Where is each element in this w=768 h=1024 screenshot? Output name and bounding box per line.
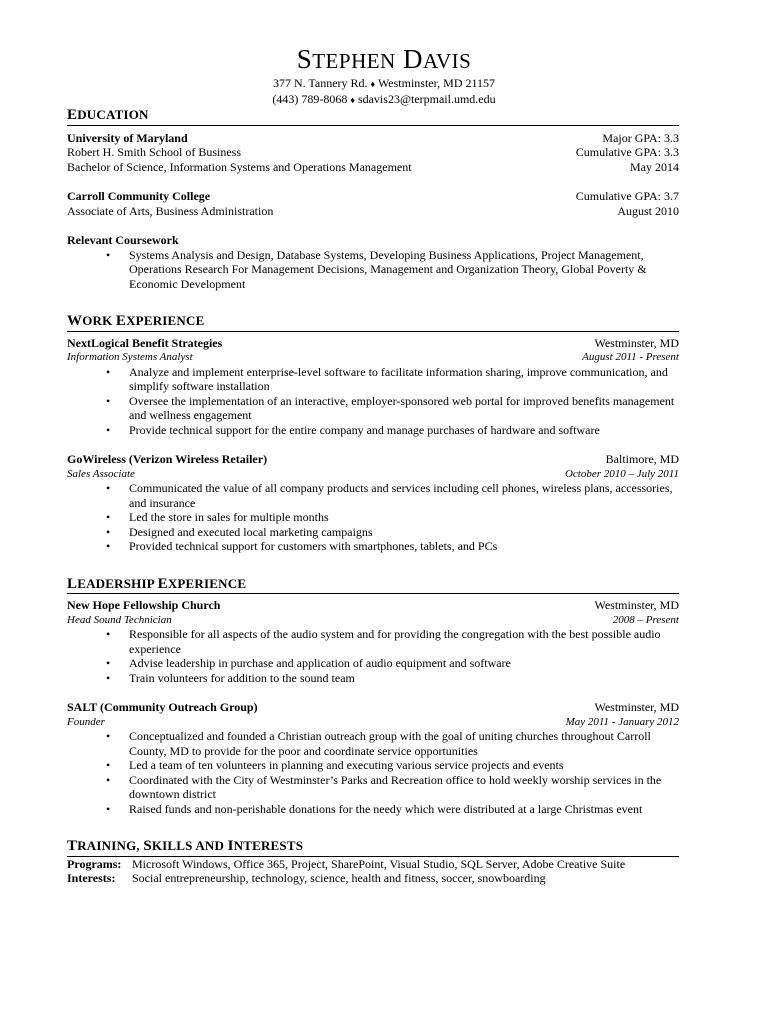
job-dates: 2008 – Present [612, 613, 679, 626]
grad-date: May 2014 [630, 159, 679, 174]
list-item: • Provide technical support for the entire company and manage purchases of hardware and software [129, 423, 679, 438]
address-city: Westminster, MD 21157 [377, 76, 496, 90]
degree: Associate of Arts, Business Administration [67, 203, 274, 218]
job-entry [67, 598, 679, 685]
section-title-work: WORK EXPERIENCE [67, 314, 679, 332]
job-org: SALT (Community Outreach Group) [67, 700, 258, 714]
job-dates: August 2011 - Present [582, 351, 679, 363]
name-first-initial: S [296, 44, 313, 74]
education-entry [67, 189, 679, 218]
diamond-separator-icon: ♦ [370, 79, 376, 89]
job-role: Founder [67, 715, 105, 728]
contact-line [0, 92, 768, 108]
list-item: • Oversee the implementation of an interactive, employer-sponsored web portal for improved benefits management and wellness engagement [129, 394, 679, 423]
email: sdavis23@terpmail.umd.edu [357, 91, 496, 106]
grad-date: August 2010 [617, 203, 679, 218]
job-org: New Hope Fellowship Church [67, 598, 221, 612]
diamond-separator-icon: ♦ [350, 94, 355, 105]
list-item: • Coordinated with the City of Westminster’s Parks and Recreation office to hold weekly worship services in the downtown district [129, 773, 679, 802]
job-role: Head Sound Technician [67, 613, 172, 626]
section-title-skills: TRAINING, SKILLS AND INTERESTS [67, 839, 679, 857]
job-location: Westminster, MD [594, 700, 679, 714]
resume-header [0, 44, 768, 107]
section-title-education: EDUCATION [67, 108, 679, 126]
school-name: Carroll Community College [67, 189, 211, 203]
job-dates: October 2010 – July 2011 [564, 467, 679, 480]
resume-body [67, 108, 679, 886]
programs-value: Microsoft Windows, Office 365, Project, SharePoint, Visual Studio, SQL Server, Adobe Creative Suite [132, 856, 626, 871]
job-entry [67, 700, 679, 816]
coursework-title: Relevant Coursework [67, 233, 179, 247]
list-item: • Designed and executed local marketing campaigns [129, 525, 679, 540]
programs-label: Programs: [67, 856, 122, 871]
job-bullets [67, 365, 679, 438]
job-bullets [67, 729, 679, 816]
job-entry [67, 452, 679, 554]
coursework-list [67, 248, 679, 292]
job-bullets [67, 481, 679, 554]
name-last-rest: AVIS [422, 49, 472, 73]
gpa: Major GPA: 3.3 [602, 130, 679, 145]
list-item: • Led the store in sales for multiple months [129, 510, 679, 525]
list-item: • Raised funds and non-perishable donations for the needy which were distributed at a large Christmas event [129, 802, 679, 817]
job-role: Sales Associate [67, 467, 135, 480]
coursework-item: • Systems Analysis and Design, Database Systems, Developing Business Applications, Project Management, Operations Research For Management Decisions, Management and Organization Theory, Global Poverty & Economic Development [129, 248, 679, 292]
interests-value: Social entrepreneurship, technology, science, health and fitness, soccer, snowboarding [132, 871, 546, 885]
job-role: Information Systems Analyst [67, 351, 193, 363]
gpa: Cumulative GPA: 3.3 [575, 145, 679, 159]
education-entry [67, 131, 679, 175]
skills-programs [67, 857, 679, 872]
list-item: • Advise leadership in purchase and application of audio equipment and software [129, 656, 679, 671]
job-location: Baltimore, MD [605, 452, 679, 466]
address-line [0, 76, 768, 92]
gpa: Cumulative GPA: 3.7 [575, 189, 679, 203]
skills-interests [67, 871, 679, 886]
name-last-initial: D [402, 44, 423, 74]
job-location: Westminster, MD [594, 598, 679, 612]
job-bullets [67, 627, 679, 685]
address-street: 377 N. Tannery Rd. [272, 76, 368, 90]
list-item: • Communicated the value of all company products and services including cell phones, wireless plans, accessories, and insurance [129, 481, 679, 510]
list-item: • Led a team of ten volunteers in planning and executing various service projects and events [129, 758, 679, 773]
candidate-name [0, 44, 768, 76]
school-name: University of Maryland [67, 130, 188, 145]
name-first-rest: TEPHEN [312, 49, 396, 73]
list-item: • Analyze and implement enterprise-level software to facilitate information sharing, improve communication, and simplify software installation [129, 365, 679, 394]
phone: (443) 789-8068 [272, 91, 348, 106]
job-org: GoWireless (Verizon Wireless Retailer) [67, 452, 268, 466]
list-item: • Train volunteers for addition to the sound team [129, 671, 679, 686]
list-item: • Conceptualized and founded a Christian outreach group with the goal of uniting churches throughout Carroll County, MD to provide for the poor and coordinate service opportunities [129, 729, 679, 758]
degree: Bachelor of Science, Information Systems and Operations Management [67, 159, 412, 174]
job-org: NextLogical Benefit Strategies [67, 335, 223, 350]
interests-label: Interests: [67, 871, 116, 885]
job-dates: May 2011 - January 2012 [565, 715, 679, 728]
list-item: • Provided technical support for customers with smartphones, tablets, and PCs [129, 539, 679, 554]
school-division: Robert H. Smith School of Business [67, 145, 242, 159]
section-title-leadership: LEADERSHIP EXPERIENCE [67, 577, 679, 595]
job-location: Westminster, MD [594, 335, 679, 350]
job-entry [67, 336, 679, 438]
list-item: • Responsible for all aspects of the audio system and for providing the congregation with the best possible audio experience [129, 627, 679, 656]
